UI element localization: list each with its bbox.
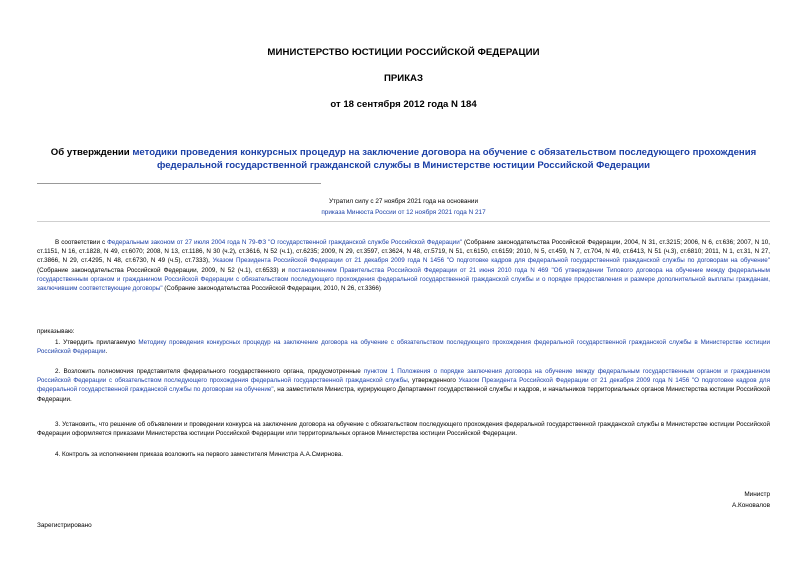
doc-title [30, 147, 777, 172]
item-2-text-3: , на заместителя Министра, курирующего Департамент государственной службы и кадров, и начальников территориальных органов Министерства юстиции Российской Федерации. [37, 386, 770, 403]
item-1-text-1: 1. Утвердить прилагаемую [55, 339, 139, 346]
presidential-decree-link-2[interactable]: Указом Президента Российской Федерации от 21 декабря 2009 года N 1456 "О подготовке кадров для федеральной государственной гражданской службы по договорам на обучение" [37, 377, 770, 394]
status-note: Утратил силу с 27 ноября 2021 года на основании [328, 198, 479, 205]
doc-type-heading: ПРИКАЗ [384, 73, 423, 84]
ministry-heading: МИНИСТЕРСТВО ЮСТИЦИИ РОССИЙСКОЙ ФЕДЕРАЦИИ [267, 47, 540, 58]
status-divider [37, 221, 770, 222]
intro-text-1: В соответствии с [55, 239, 108, 246]
intro-paragraph [37, 238, 770, 293]
repeal-order-link[interactable]: приказа Минюста России от 12 ноября 2021 года N 217 [321, 209, 486, 216]
presidential-decree-link[interactable]: Указом Президента Российской Федерации от 21 декабря 2009 года N 1456 "О подготовке кадров для федеральной государственной гражданской службы по договорам на обучение" [212, 257, 770, 265]
doc-title-prefix: Об утверждении [50, 147, 133, 158]
signature-name: А.Коновалов [731, 502, 770, 509]
item-1-paragraph [37, 338, 770, 356]
methodology-title-link[interactable]: методики проведения конкурсных процедур на заключение договора на обучение с обязательством последующего прохождения федеральной государственной гражданской службы в Министерстве юстиции Российской Федерации [132, 147, 757, 171]
item-4-paragraph: 4. Контроль за исполнением приказа возложить на первого заместителя Министра А.А.Смирнова. [55, 451, 344, 458]
intro-text-3: (Собрание законодательства Российской Федерации, 2009, N 52 (ч.1), ст.6533) и [37, 266, 289, 274]
title-divider [37, 183, 321, 184]
order-verb: приказываю: [37, 328, 75, 335]
intro-text-2: (Собрание законодательства Российской Федерации, 2004, N 31, ст.3215; 2006, N 6, ст.636; 2007, N 10, ст.1151, N 16, ст.1828, N 49, ст.6070; 2008, N 13, ст.1186, N 30 (ч.2), ст.3616, N 52 (ч.1), ст.6235; 2009, N 29, ст.3597, ст.3624, N 48, ст.5719, N 51, ст.6150, ст.6159; 2010, N 5, ст.459, N 7, ст.704, N 49, ст.6413, N 51 (ч.3), ст.6810; 2011, N 1, ст.31, N 27, ст.3866, N 29, ст.4295, N 48, ст.6730, N 49 (ч.5), ст.7333), [37, 239, 770, 265]
item-3-paragraph: 3. Установить, что решение об объявлении и проведении конкурса на заключение договора на обучение с обязательством последующего прохождения федеральной государственной гражданской службы в Министерстве юстиции Российской Федерации оформляется приказами Министерства юстиции Российской Федерации или территориальных органов Министерства юстиции Российской Федерации. [37, 421, 770, 438]
government-resolution-link[interactable]: постановлением Правительства Российской Федерации от 21 июня 2010 года N 469 "Об утверждении Типового договора на обучение между федеральным государственным органом и гражданином Российской Федерации с обязательством последующего прохождения федеральной государственной гражданской службы и о порядке предоставления и размере дополнительной выплаты гражданам, заключившим соответствующие договоры" [37, 266, 770, 293]
intro-text-4: (Собрание законодательства Российской Федерации, 2010, N 26, ст.3366) [162, 285, 381, 293]
signature-position: Министр [744, 491, 770, 498]
federal-law-link[interactable]: Федеральным законом от 27 июля 2004 года N 79-ФЗ "О государственной гражданской службе Российской Федерации" [107, 239, 462, 246]
regulation-point-link[interactable]: пунктом 1 Положения о порядке заключения договора на обучение между федеральным государственным органом и гражданином Российской Федерации с обязательством последующего прохождения федеральной государственной гражданской службы [37, 368, 770, 385]
item-2-text-2: , утвержденного [407, 377, 459, 385]
methodology-link[interactable]: Методику проведения конкурсных процедур на заключение договора на обучение с обязательством последующего прохождения федеральной государственной гражданской службы в Министерстве юстиции Российской Федерации [37, 339, 770, 356]
registered-note: Зарегистрировано [37, 522, 92, 529]
item-2-text-1: 2. Возложить полномочия представителя федерального государственного органа, предусмотренные [55, 368, 364, 375]
item-1-text-2: . [105, 348, 108, 356]
doc-date-heading: от 18 сентября 2012 года N 184 [330, 99, 477, 110]
item-2-paragraph [37, 367, 770, 404]
